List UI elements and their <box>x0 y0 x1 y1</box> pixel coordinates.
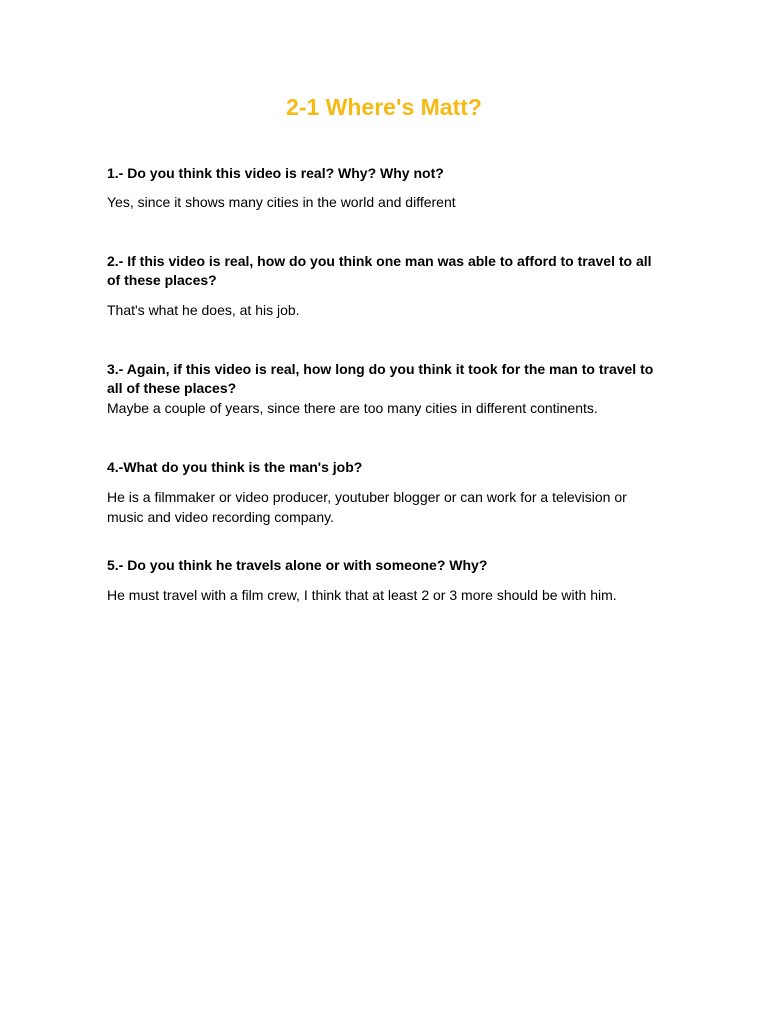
answer-3: Maybe a couple of years, since there are too many cities in different continents. <box>107 400 598 416</box>
answer-2: That's what he does, at his job. <box>107 302 300 318</box>
question-5: 5.- Do you think he travels alone or with someone? Why? <box>107 557 488 573</box>
question-4: 4.-What do you think is the man's job? <box>107 459 363 475</box>
question-1: 1.- Do you think this video is real? Why? Why not? <box>107 165 444 181</box>
question-3: 3.- Again, if this video is real, how long do you think it took for the man to travel to all of these places? <box>107 361 654 396</box>
answer-4: He is a filmmaker or video producer, youtuber blogger or can work for a television or music and video recording company. <box>107 489 627 525</box>
answer-1: Yes, since it shows many cities in the world and different <box>107 194 456 210</box>
document-title: 2-1 Where's Matt? <box>286 94 482 120</box>
answer-5: He must travel with a film crew, I think that at least 2 or 3 more should be with him. <box>107 587 617 603</box>
question-2: 2.- If this video is real, how do you think one man was able to afford to travel to all of these places? <box>107 253 652 288</box>
